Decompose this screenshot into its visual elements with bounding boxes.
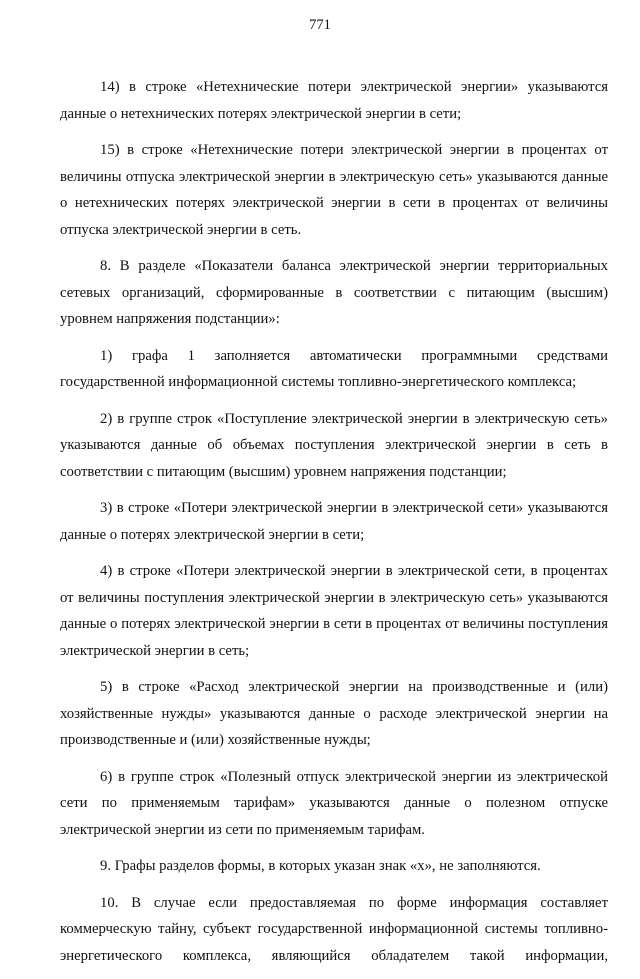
page-number: 771 (309, 17, 331, 33)
paragraph-item-1: 1) графа 1 заполняется автоматически программными средствами государственной информационной системы топливно-энергетического комплекса; (60, 347, 608, 390)
paragraph-item-5: 5) в строке «Расход электрической энергии на производственные и (или) хозяйственные нужды» указываются данные о расходе электрической энергии на производственные и (или) хозяйственные нужды; (60, 679, 608, 748)
paragraph-item-3: 3) в строке «Потери электрической энергии в электрической сети» указываются данные о потерях электрической энергии в сети; (60, 500, 608, 543)
paragraph-item-15: 15) в строке «Нетехнические потери электрической энергии в процентах от величины отпуска электрической энергии в электрическую сеть» указываются данные о нетехнических потерях электрической энергии в сети в процентах от величины отпуска электрической энергии в сеть. (60, 142, 608, 238)
paragraph-item-6: 6) в группе строк «Полезный отпуск электрической энергии из электрической сети по применяемым тарифам» указываются данные о полезном отпуске электрической энергии из сети по применяемым тарифам. (60, 768, 608, 838)
paragraph-section-8: 8. В разделе «Показатели баланса электрической энергии территориальных сетевых организаций, сформированные в соответствии с питающим (высшим) уровнем напряжения подстанции»: (60, 258, 608, 327)
paragraph-section-9: 9. Графы разделов формы, в которых указан знак «х», не заполняются. (100, 858, 541, 874)
document-body (60, 74, 608, 979)
paragraph-item-2: 2) в группе строк «Поступление электрической энергии в электрическую сеть» указываются данные об объемах поступления электрической энергии в сеть в соответствии с питающим (высшим) уровнем напряжения подстанции; (60, 410, 608, 480)
paragraph-item-4: 4) в строке «Потери электрической энергии в электрической сети, в процентах от величины поступления электрической энергии в электрическую сеть» указываются данные о потерях электрической энергии в сети в процентах от величины поступления электрической энергии в сеть; (60, 563, 608, 659)
paragraph-section-10: 10. В случае если предоставляемая по форме информация составляет коммерческую тайну, субъект государственной информационной системы топливно-энергетического комплекса, являющийся обладателем такой информации, (60, 894, 608, 964)
paragraph-item-14: 14) в строке «Нетехнические потери электрической энергии» указываются данные о нетехнических потерях электрической энергии в сети; (60, 79, 608, 122)
